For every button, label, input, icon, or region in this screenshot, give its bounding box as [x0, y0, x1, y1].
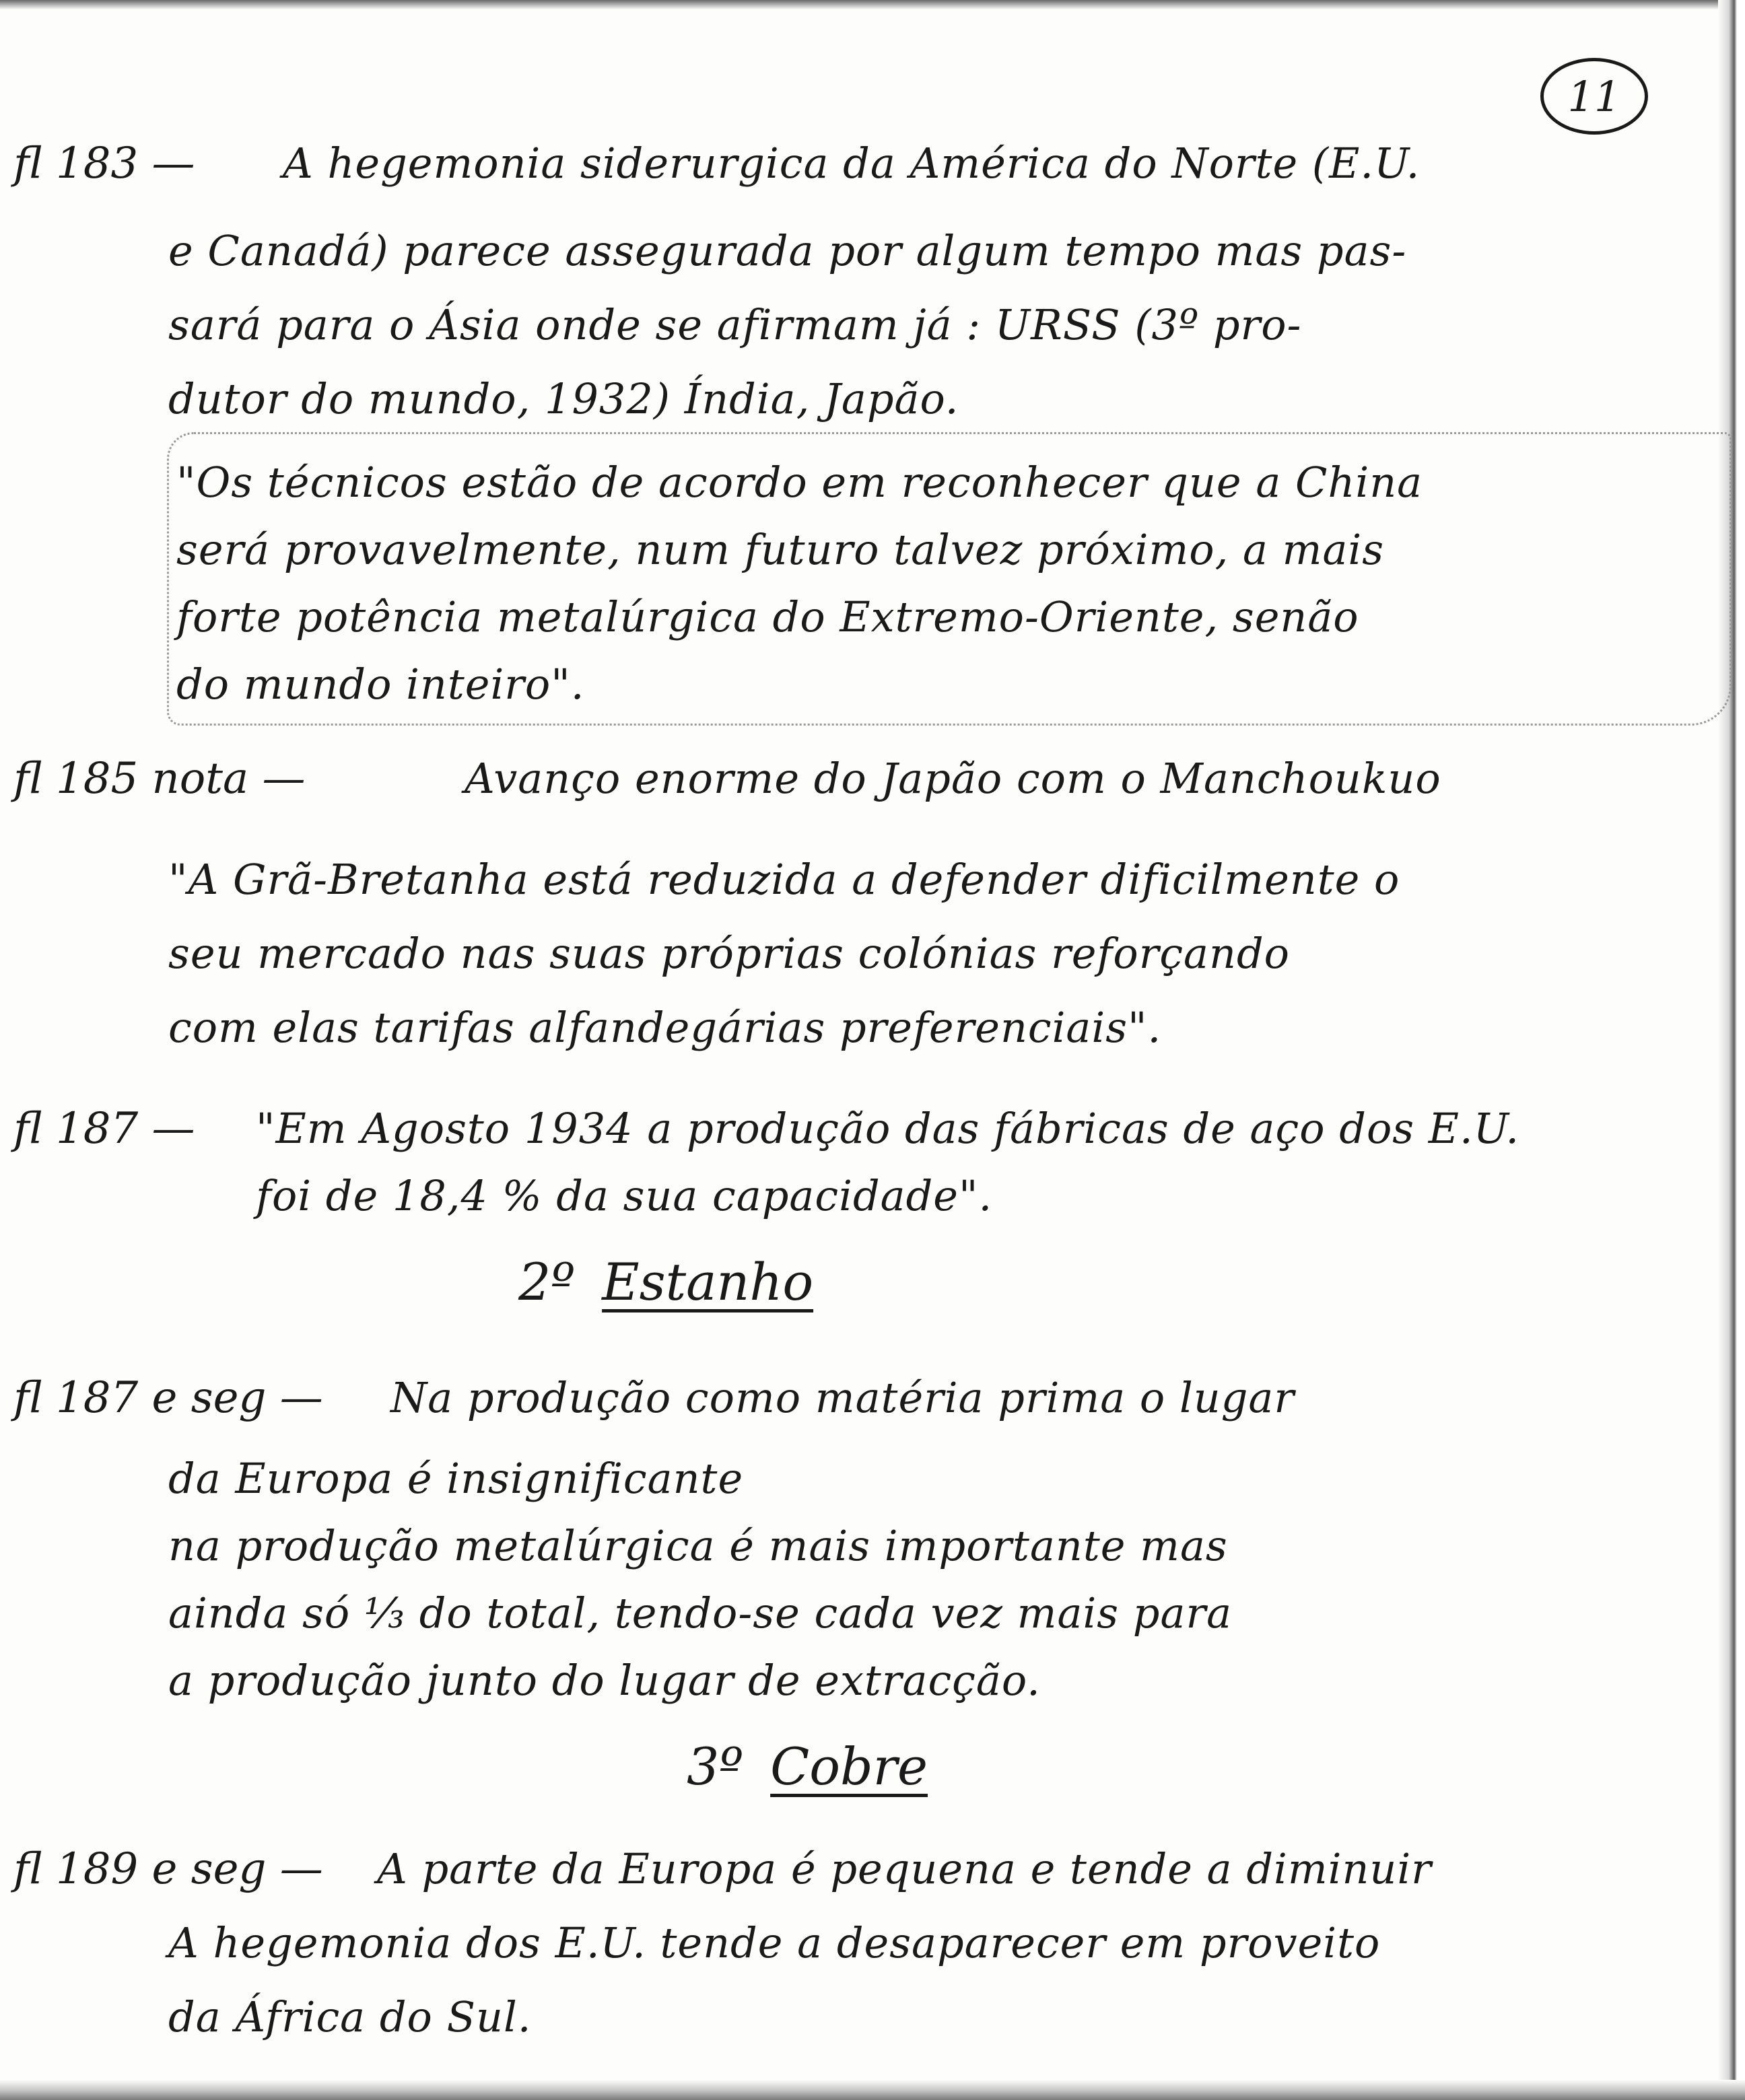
quote-line: forte potência metalúrgica do Extremo-Oriente, senão: [176, 592, 1359, 641]
entry-ref: fl 187 e seg —: [13, 1373, 323, 1423]
entry-line: foi de 18,4 % da sua capacidade".: [256, 1171, 993, 1220]
scan-bottom-edge: [0, 2080, 1745, 2100]
entry-line: A parte da Europa é pequena e tende a diminuir: [377, 1844, 1432, 1893]
entry-line: com elas tarifas alfandegárias preferenciais".: [168, 1003, 1162, 1052]
entry-line: "Em Agosto 1934 a produção das fábricas de aço dos E.U.: [256, 1104, 1520, 1153]
quote-line: "Os técnicos estão de acordo em reconhecer que a China: [176, 458, 1423, 507]
entry-line: na produção metalúrgica é mais importante mas: [168, 1521, 1228, 1570]
entry-ref: fl 189 e seg —: [13, 1844, 323, 1894]
entry-line: a produção junto do lugar de extracção.: [168, 1656, 1041, 1705]
entry-line: A hegemonia dos E.U. tende a desaparecer em proveito: [168, 1918, 1381, 1967]
entry-line: seu mercado nas suas próprias colónias reforçando: [168, 929, 1290, 978]
entry-ref: fl 187 —: [13, 1104, 195, 1154]
entry-line: "A Grã-Bretanha está reduzida a defender dificilmente o: [168, 855, 1400, 904]
entry-line: da Europa é insignificante: [168, 1454, 744, 1503]
entry-line: A hegemonia siderurgica da América do Norte (E.U.: [283, 139, 1421, 188]
section-title-cobre: [687, 1737, 928, 1796]
quote-line: será provavelmente, num futuro talvez próximo, a mais: [176, 525, 1385, 574]
entry-ref: fl 185 nota —: [13, 754, 306, 804]
scan-right-edge: [1718, 0, 1745, 2100]
page-number: 11: [1540, 58, 1648, 135]
section-number: 2º: [518, 1252, 576, 1312]
entry-line: ainda só ⅓ do total, tendo-se cada vez mais para: [168, 1588, 1233, 1638]
quote-line: do mundo inteiro".: [176, 660, 585, 709]
entry-line: da África do Sul.: [168, 1992, 532, 2041]
entry-ref: fl 183 —: [13, 139, 195, 188]
scan-top-edge: [0, 0, 1745, 9]
entry-line: Avanço enorme do Japão com o Manchoukuo: [465, 754, 1441, 803]
entry-line: Na produção como matéria prima o lugar: [390, 1373, 1295, 1422]
section-number: 3º: [687, 1737, 744, 1796]
entry-line: sará para o Ásia onde se afirmam já : URSS (3º pro-: [168, 300, 1302, 349]
entry-line: e Canadá) parece assegurada por algum tempo mas pas-: [168, 226, 1407, 275]
section-name: Cobre: [770, 1737, 928, 1796]
entry-line: dutor do mundo, 1932) Índia, Japão.: [168, 374, 959, 423]
section-title-estanho: [518, 1252, 813, 1312]
section-name: Estanho: [602, 1252, 814, 1312]
